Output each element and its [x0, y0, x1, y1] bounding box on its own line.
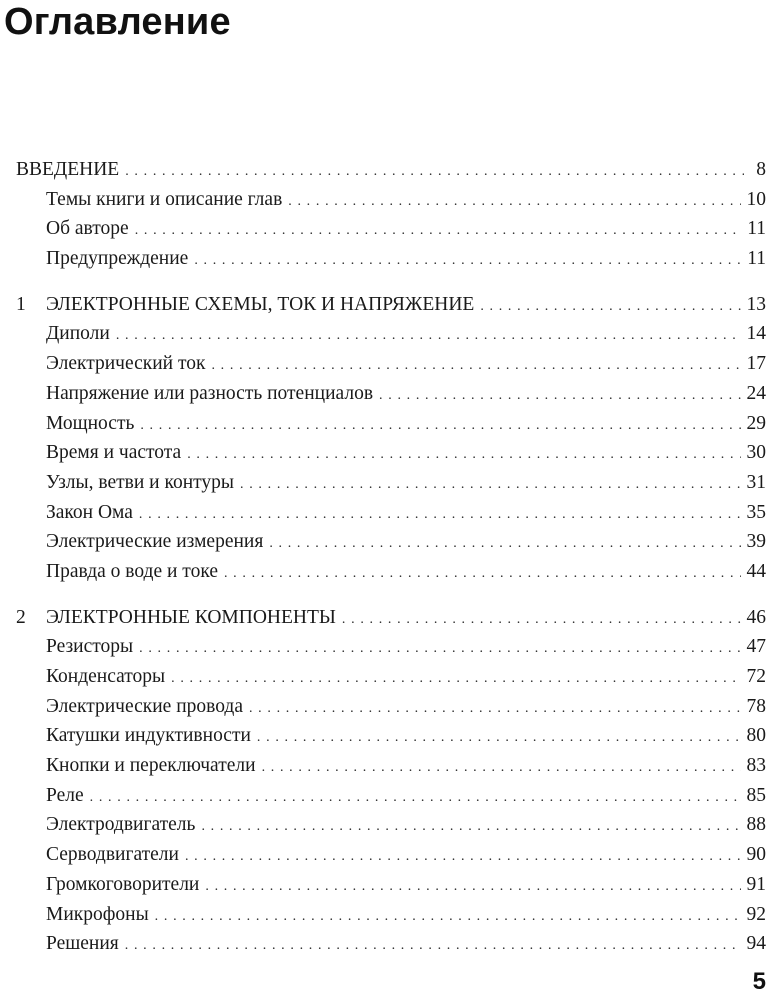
- toc-entry-title: Мощность: [46, 412, 135, 434]
- toc-entry-row[interactable]: [16, 662, 766, 692]
- dot-leader: [342, 605, 741, 635]
- toc-chapter-number: 2: [16, 606, 26, 628]
- toc-page-number: 24: [746, 382, 766, 404]
- toc-page-number: 83: [746, 755, 766, 777]
- toc-entry-title: Темы книги и описание глав: [46, 188, 283, 210]
- toc-page-number: 47: [746, 636, 766, 658]
- dot-leader: [480, 292, 740, 322]
- dot-leader: [140, 411, 740, 441]
- toc-entry-row[interactable]: [16, 498, 766, 528]
- toc-entry-row[interactable]: [16, 751, 766, 781]
- toc-page-number: 91: [746, 873, 766, 895]
- toc-entry-title: Диполи: [46, 323, 110, 345]
- toc-entry-row[interactable]: [16, 438, 766, 468]
- dot-leader: [135, 216, 742, 246]
- toc-page-number: 78: [746, 695, 766, 717]
- toc-entry-title: Закон Ома: [46, 501, 133, 523]
- toc-entry-title: Об авторе: [46, 218, 129, 240]
- dot-leader: [201, 812, 740, 842]
- toc-page-number: 14: [746, 323, 766, 345]
- toc-page-number: 46: [746, 606, 766, 628]
- dot-leader: [249, 694, 741, 724]
- toc-chapter-title: ВВЕДЕНИЕ: [16, 159, 120, 180]
- toc-entry-title: Катушки индуктивности: [46, 725, 251, 747]
- toc-entry-row[interactable]: [16, 781, 766, 811]
- toc-section-introduction: [16, 155, 766, 274]
- dot-leader: [125, 931, 741, 961]
- dot-leader: [125, 157, 744, 187]
- toc-entry-row[interactable]: [16, 721, 766, 751]
- toc-entry-row[interactable]: [16, 468, 766, 498]
- toc-entry-title: Электрический ток: [46, 353, 206, 375]
- dot-leader: [288, 187, 740, 217]
- toc-chapter-title: ЭЛЕКТРОННЫЕ СХЕМЫ, ТОК И НАПРЯЖЕНИЕ: [46, 293, 475, 315]
- toc-entry-title: Микрофоны: [46, 903, 149, 925]
- dot-leader: [224, 559, 741, 589]
- toc-entry-row[interactable]: [16, 349, 766, 379]
- toc-page-number: 8: [756, 159, 766, 180]
- toc-entry-title: Конденсаторы: [46, 666, 166, 687]
- toc-entry-title: Реле: [46, 784, 84, 806]
- dot-leader: [139, 634, 740, 664]
- toc-page-number: 29: [746, 412, 766, 434]
- dot-leader: [257, 723, 741, 753]
- dot-leader: [139, 500, 741, 530]
- toc-entry-row[interactable]: [16, 379, 766, 409]
- toc-chapter-row[interactable]: [16, 603, 766, 633]
- dot-leader: [171, 664, 740, 694]
- page-title: Оглавление: [4, 1, 231, 43]
- toc-page-number: 92: [746, 903, 766, 925]
- dot-leader: [379, 381, 740, 411]
- dot-leader: [194, 246, 741, 276]
- toc-page-number: 94: [746, 933, 766, 955]
- toc-entry-title: Электрические измерения: [46, 531, 264, 553]
- toc-entry-row[interactable]: [16, 409, 766, 439]
- toc-page-number: 11: [747, 218, 766, 240]
- dot-leader: [185, 842, 741, 872]
- toc-entry-title: Решения: [46, 933, 119, 955]
- toc-entry-row[interactable]: [16, 214, 766, 244]
- toc-page-number: 39: [746, 531, 766, 553]
- toc-entry-row[interactable]: [16, 527, 766, 557]
- toc-entry-row[interactable]: [16, 632, 766, 662]
- toc-page-number: 17: [746, 353, 766, 375]
- toc-entry-title: Правда о воде и токе: [46, 560, 218, 582]
- toc-chapter-number: 1: [16, 293, 26, 315]
- table-of-contents: [16, 155, 766, 959]
- dot-leader: [116, 321, 741, 351]
- toc-chapter-row[interactable]: [16, 155, 766, 185]
- toc-chapter-title: ЭЛЕКТРОННЫЕ КОМПОНЕНТЫ: [46, 606, 336, 628]
- toc-page-number: 72: [746, 666, 766, 687]
- toc-page-number: 44: [746, 560, 766, 582]
- toc-entry-title: Электродвигатель: [46, 814, 196, 836]
- toc-entry-title: Предупреждение: [46, 248, 189, 270]
- toc-entry-title: Резисторы: [46, 636, 134, 658]
- toc-entry-row[interactable]: [16, 870, 766, 900]
- toc-entry-row[interactable]: [16, 319, 766, 349]
- toc-page-number: 85: [746, 784, 766, 806]
- dot-leader: [155, 902, 741, 932]
- toc-entry-title: Громкоговорители: [46, 873, 200, 895]
- toc-page-number: 10: [746, 188, 766, 210]
- toc-page-number: 88: [746, 814, 766, 836]
- page-number: 5: [752, 968, 766, 995]
- toc-entry-title: Время и частота: [46, 442, 182, 464]
- toc-entry-title: Электрические провода: [46, 695, 243, 717]
- toc-entry-title: Узлы, ветви и контуры: [46, 471, 235, 493]
- toc-section-chapter-2: [16, 603, 766, 959]
- toc-entry-row[interactable]: [16, 840, 766, 870]
- toc-section-chapter-1: [16, 290, 766, 587]
- dot-leader: [240, 470, 740, 500]
- dot-leader: [205, 872, 740, 902]
- dot-leader: [187, 440, 740, 470]
- toc-page-number: 80: [746, 725, 766, 747]
- toc-entry-row[interactable]: [16, 900, 766, 930]
- toc-page-number: 90: [746, 844, 766, 866]
- toc-page-number: 31: [746, 471, 766, 493]
- toc-entry-row[interactable]: [16, 244, 766, 274]
- toc-entry-row[interactable]: [16, 810, 766, 840]
- toc-entry-title: Серводвигатели: [46, 844, 179, 866]
- toc-page-number: 13: [746, 293, 766, 315]
- toc-chapter-row[interactable]: [16, 290, 766, 320]
- toc-entry-row[interactable]: [16, 929, 766, 959]
- toc-page-number: 30: [746, 442, 766, 464]
- toc-entry-title: Напряжение или разность потенциалов: [46, 382, 374, 404]
- toc-entry-row[interactable]: [16, 185, 766, 215]
- dot-leader: [269, 529, 740, 559]
- toc-page-number: 35: [746, 501, 766, 523]
- toc-entry-row[interactable]: [16, 557, 766, 587]
- toc-entry-row[interactable]: [16, 692, 766, 722]
- toc-page-number: 11: [747, 248, 766, 270]
- dot-leader: [262, 753, 741, 783]
- toc-entry-title: Кнопки и переключатели: [46, 755, 256, 777]
- dot-leader: [211, 351, 740, 381]
- dot-leader: [90, 783, 741, 813]
